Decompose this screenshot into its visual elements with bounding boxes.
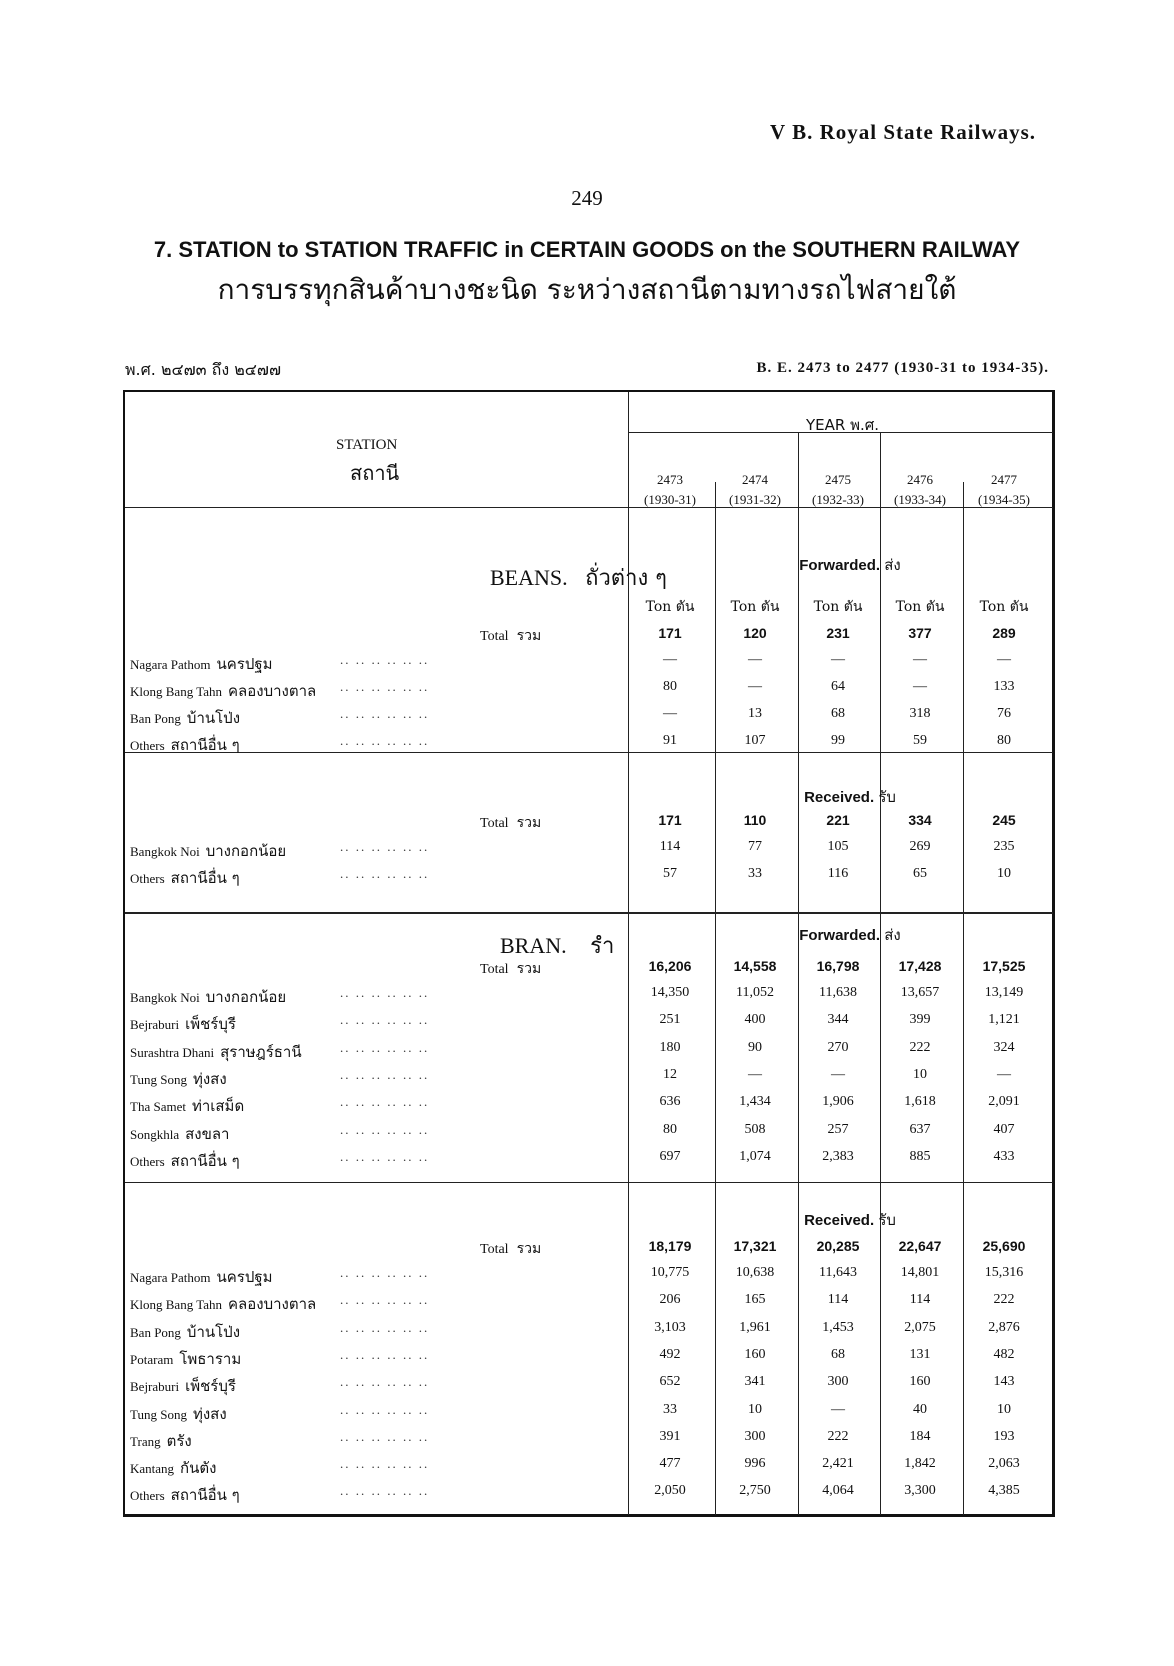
period-english: B. E. 2473 to 2477 (1930-31 to 1934-35).: [756, 360, 1049, 376]
leader-dots: .. .. .. .. .. ..: [340, 1121, 430, 1137]
station-name-thai: กันตัง: [180, 1459, 217, 1478]
table-cell-value: 341: [744, 1374, 766, 1390]
table-cell-value: 257: [827, 1121, 849, 1137]
table-cell-value: 10: [997, 866, 1011, 881]
table-title-thai: การบรรทุกสินค้าบางชะนิด ระหว่างสถานีตามทางรถไฟสายใต้: [217, 273, 957, 306]
station-name-english: Nagara Pathom: [130, 1270, 211, 1285]
station-name-thai: บางกอกน้อย: [205, 988, 287, 1006]
station-name-thai: นครปฐม: [216, 1268, 273, 1286]
year-column-header: [798, 470, 878, 510]
leader-dots: .. .. .. .. .. ..: [340, 1039, 430, 1055]
total-value: 25,690: [982, 1238, 1026, 1254]
table-cell-value: 1,842: [904, 1456, 936, 1472]
table-cell-value: 2,091: [988, 1094, 1020, 1110]
table-cell-value: 235: [993, 839, 1015, 854]
total-value: 171: [658, 812, 682, 828]
unit-label: Ton ตัน: [813, 599, 863, 615]
year-be: 2473: [657, 472, 683, 487]
station-row-label: [130, 679, 316, 703]
table-cell-value: 3,300: [904, 1483, 936, 1499]
total-value: 16,206: [648, 958, 692, 974]
total-value: 231: [826, 625, 850, 641]
leader-dots: .. .. .. .. .. ..: [340, 866, 430, 881]
bran-received-rule: [125, 1182, 1053, 1183]
table-cell-value: 2,050: [654, 1483, 686, 1499]
total-value: 16,798: [816, 958, 860, 974]
total-value: 120: [743, 625, 767, 641]
table-cell-value: 996: [744, 1456, 766, 1472]
leader-dots: .. .. .. .. .. ..: [340, 1265, 430, 1280]
total-label-thai: รวม: [516, 815, 542, 831]
table-cell-value: 885: [909, 1148, 931, 1164]
table-cell-value: —: [748, 1066, 762, 1082]
leader-dots: .. .. .. .. .. ..: [340, 985, 430, 1000]
table-cell-value: 3,103: [654, 1319, 686, 1335]
year-ce: (1932-33): [812, 492, 864, 507]
running-header: V B. Royal State Railways.: [770, 120, 1036, 144]
table-cell-value: 80: [997, 733, 1011, 748]
station-row-label: [130, 1456, 216, 1480]
table-cell-value: 269: [909, 839, 931, 854]
table-cell-value: 1,434: [739, 1094, 771, 1110]
table-cell-value: 508: [744, 1121, 766, 1137]
table-cell-value: 391: [659, 1428, 681, 1444]
station-name-english: Klong Bang Tahn: [130, 1297, 223, 1313]
station-name-thai: สถานีอื่น ๆ: [170, 1151, 240, 1170]
table-cell-value: 68: [831, 706, 845, 721]
period-thai: พ.ศ. ๒๔๗๓ ถึง ๒๔๗๗: [125, 360, 281, 379]
leader-dots: .. .. .. .. .. ..: [340, 1483, 430, 1499]
station-name-thai: คลองบางตาล: [228, 682, 317, 700]
station-row-label: [130, 1265, 273, 1289]
column-divider: [963, 482, 964, 1515]
total-label-english: Total: [480, 629, 509, 644]
station-name-english: Bejraburi: [130, 1017, 180, 1033]
station-name-english: Tha Samet: [130, 1099, 186, 1115]
table-cell-value: 180: [659, 1039, 681, 1055]
station-row-label: [130, 866, 240, 890]
table-cell-value: —: [663, 706, 677, 721]
unit-label: Ton ตัน: [645, 599, 695, 615]
station-name-english: Tung Song: [130, 1071, 187, 1087]
leader-dots: .. .. .. .. .. ..: [340, 733, 430, 748]
table-cell-value: 399: [909, 1012, 931, 1028]
table-cell-value: 2,383: [822, 1148, 854, 1164]
table-cell-value: 77: [748, 839, 762, 854]
table-cell-value: 13: [748, 706, 762, 721]
table-cell-value: 14,801: [900, 1265, 940, 1280]
station-name-english: Ban Pong: [130, 1324, 181, 1340]
table-cell-value: —: [831, 1401, 845, 1417]
leader-dots: .. .. .. .. .. ..: [340, 679, 430, 694]
table-cell-value: 160: [909, 1374, 931, 1390]
table-title-english: 7. STATION to STATION TRAFFIC in CERTAIN GOODS on the SOUTHERN RAILWAY: [153, 237, 1021, 262]
table-cell-value: 492: [659, 1346, 681, 1362]
table-cell-value: 10: [748, 1401, 762, 1417]
table-cell-value: 1,906: [822, 1094, 854, 1110]
total-label-english: Total: [480, 1242, 509, 1257]
total-label-thai: รวม: [516, 628, 542, 644]
table-cell-value: 4,064: [822, 1483, 854, 1499]
table-cell-value: 2,063: [988, 1456, 1020, 1472]
page-number: 249: [571, 186, 603, 210]
station-name-thai: ทุ่งสง: [192, 1069, 227, 1088]
station-row-label: [130, 1483, 240, 1507]
station-row-label: [130, 1347, 241, 1371]
year-ce: (1933-34): [894, 492, 946, 507]
leader-dots: .. .. .. .. .. ..: [340, 1401, 430, 1417]
station-name-thai: เพ็ชร์บุรี: [185, 1015, 236, 1034]
leader-dots: .. .. .. .. .. ..: [340, 839, 430, 854]
station-row-label: [130, 1292, 316, 1316]
table-cell-value: 133: [993, 679, 1015, 694]
table-cell-value: 222: [993, 1292, 1015, 1308]
station-name-thai: สงขลา: [185, 1124, 230, 1143]
station-row-label: [130, 1067, 227, 1091]
station-name-thai: ทุ่งสง: [192, 1404, 227, 1423]
station-row-label: [130, 1374, 236, 1398]
station-name-thai: สถานีอื่น ๆ: [170, 736, 240, 754]
station-header-thai: สถานี: [350, 461, 400, 485]
table-cell-value: 222: [827, 1428, 849, 1444]
station-name-english: Others: [130, 871, 165, 886]
station-name-thai: ตรัง: [166, 1431, 192, 1450]
leader-dots: .. .. .. .. .. ..: [340, 1319, 430, 1335]
table-cell-value: 193: [993, 1428, 1015, 1444]
total-value: 20,285: [816, 1238, 860, 1254]
station-name-english: Tung Song: [130, 1406, 187, 1422]
station-row-label: [130, 1320, 240, 1344]
beans-received-rule: [125, 752, 1053, 753]
table-cell-value: 1,121: [988, 1012, 1020, 1028]
total-value: 110: [743, 812, 767, 828]
station-name-thai: บ้านโป่ง: [186, 1322, 241, 1341]
column-divider: [798, 432, 799, 1515]
table-cell-value: 99: [831, 733, 845, 748]
station-name-thai: เพ็ชร์บุรี: [185, 1377, 236, 1396]
station-name-english: Bejraburi: [130, 1379, 180, 1395]
table-cell-value: 300: [744, 1428, 766, 1444]
leader-dots: .. .. .. .. .. ..: [340, 1094, 430, 1110]
station-name-english: Trang: [130, 1433, 161, 1449]
table-cell-value: 1,618: [904, 1094, 936, 1110]
table-cell-value: —: [913, 679, 927, 694]
table-cell-value: 300: [827, 1374, 849, 1390]
year-header: YEAR พ.ศ.: [806, 416, 880, 434]
table-cell-value: —: [748, 652, 762, 667]
year-ce: (1930-31): [644, 492, 696, 507]
table-cell-value: 637: [909, 1121, 931, 1137]
station-name-english: Others: [130, 738, 165, 753]
table-cell-value: —: [997, 1066, 1011, 1082]
station-row-label: [130, 1094, 244, 1118]
station-row-label: [130, 1149, 240, 1173]
table-cell-value: 114: [659, 839, 681, 854]
table-cell-value: 15,316: [984, 1265, 1024, 1280]
leader-dots: .. .. .. .. .. ..: [340, 1012, 430, 1028]
total-value: 334: [908, 812, 932, 828]
total-value: 221: [826, 812, 850, 828]
bran-title-english: BRAN.: [500, 933, 567, 958]
total-value: 17,525: [982, 958, 1026, 974]
table-cell-value: 11,638: [819, 985, 857, 1000]
leader-dots: .. .. .. .. .. ..: [340, 1428, 430, 1444]
table-cell-value: 13,657: [900, 985, 940, 1000]
leader-dots: .. .. .. .. .. ..: [340, 1456, 430, 1472]
year-ce: (1931-32): [729, 492, 781, 507]
table-cell-value: 482: [993, 1346, 1015, 1362]
bran-received-label: Received. รับ: [804, 1211, 896, 1229]
table-cell-value: 2,421: [822, 1456, 854, 1472]
beans-title-thai: ถั่วต่าง ๆ: [585, 566, 667, 591]
leader-dots: .. .. .. .. .. ..: [340, 1148, 430, 1164]
year-be: 2477: [991, 472, 1017, 487]
station-name-english: Songkhla: [130, 1126, 180, 1142]
station-row-label: [130, 652, 273, 676]
station-name-english: Others: [130, 1488, 165, 1504]
table-cell-value: 80: [663, 679, 677, 694]
beans-received-label: Received. รับ: [804, 788, 896, 806]
table-cell-value: 206: [659, 1292, 681, 1308]
table-cell-value: 114: [909, 1292, 931, 1308]
section-divider: [125, 912, 1053, 914]
leader-dots: .. .. .. .. .. ..: [340, 1346, 430, 1362]
table-cell-value: 1,074: [739, 1148, 771, 1164]
station-row-label: [130, 1122, 229, 1146]
total-label-thai: รวม: [516, 1241, 542, 1257]
total-value: 17,428: [898, 958, 942, 974]
table-cell-value: 33: [663, 1401, 677, 1417]
leader-dots: .. .. .. .. .. ..: [340, 1292, 430, 1308]
total-value: 17,321: [733, 1238, 777, 1254]
station-row-label: [130, 706, 240, 730]
leader-dots: .. .. .. .. .. ..: [340, 652, 430, 667]
year-column-header: [630, 470, 710, 510]
station-name-thai: สถานีอื่น ๆ: [170, 1486, 240, 1505]
table-cell-value: 10,775: [650, 1265, 690, 1280]
station-row-label: [130, 733, 240, 757]
table-cell-value: 76: [997, 706, 1011, 721]
table-cell-value: 131: [909, 1346, 931, 1362]
total-label-english: Total: [480, 816, 509, 831]
station-name-thai: บางกอกน้อย: [205, 842, 287, 860]
table-cell-value: 1,961: [739, 1319, 771, 1335]
table-cell-value: 270: [827, 1039, 849, 1055]
station-name-english: Klong Bang Tahn: [130, 684, 223, 699]
year-column-header: [964, 470, 1044, 510]
station-name-english: Bangkok Noi: [130, 990, 200, 1005]
table-cell-value: 477: [659, 1456, 681, 1472]
station-row-label: [130, 1429, 192, 1453]
year-column-header: [715, 470, 795, 510]
table-cell-value: 697: [659, 1148, 681, 1164]
station-name-english: Others: [130, 1153, 165, 1169]
beans-title-english: BEANS.: [490, 565, 568, 590]
station-name-thai: สุราษฎร์ธานี: [220, 1042, 302, 1061]
table-cell-value: —: [831, 1066, 845, 1082]
total-value: 14,558: [733, 958, 777, 974]
table-cell-value: 652: [659, 1374, 681, 1390]
table-cell-value: —: [997, 652, 1011, 667]
station-name-thai: คลองบางตาล: [228, 1295, 317, 1314]
table-cell-value: 10,638: [735, 1265, 775, 1280]
year-be: 2475: [825, 472, 851, 487]
table-cell-value: 1,453: [822, 1319, 854, 1335]
year-ce: (1934-35): [978, 492, 1030, 507]
bran-forwarded-label: Forwarded. ส่ง: [799, 926, 901, 944]
table-cell-value: 90: [748, 1039, 762, 1055]
total-label-english: Total: [480, 962, 509, 977]
total-row-label: [480, 1238, 541, 1260]
total-value: 245: [992, 812, 1016, 828]
total-label-thai: รวม: [516, 961, 542, 977]
table-cell-value: 64: [831, 679, 845, 694]
table-cell-value: 143: [993, 1374, 1015, 1390]
table-cell-value: 114: [827, 1292, 849, 1308]
table-cell-value: 80: [663, 1121, 677, 1137]
table-cell-value: 91: [663, 733, 677, 748]
table-cell-value: 400: [744, 1012, 766, 1028]
table-cell-value: 10: [913, 1066, 927, 1082]
total-value: 171: [658, 625, 682, 641]
year-be: 2476: [907, 472, 933, 487]
table-cell-value: 40: [913, 1401, 927, 1417]
table-cell-value: 116: [827, 866, 849, 881]
leader-dots: .. .. .. .. .. ..: [340, 1374, 430, 1390]
total-value: 289: [992, 625, 1016, 641]
bran-title-thai: รำ: [590, 934, 615, 959]
year-be: 2474: [742, 472, 768, 487]
station-name-english: Kantang: [130, 1461, 175, 1477]
table-cell-value: 222: [909, 1039, 931, 1055]
table-cell-value: —: [748, 679, 762, 694]
table-cell-value: —: [831, 652, 845, 667]
column-divider: [880, 432, 881, 1515]
table-cell-value: 4,385: [988, 1483, 1020, 1499]
table-cell-value: 407: [993, 1121, 1015, 1137]
table-cell-value: 318: [909, 706, 931, 721]
station-name-thai: โพธาราม: [179, 1349, 242, 1368]
table-cell-value: 344: [827, 1012, 849, 1028]
leader-dots: .. .. .. .. .. ..: [340, 706, 430, 721]
table-cell-value: 636: [659, 1094, 681, 1110]
station-row-label: [130, 985, 286, 1009]
table-cell-value: 105: [827, 839, 849, 854]
station-name-thai: บ้านโป่ง: [186, 709, 241, 727]
station-name-english: Surashtra Dhani: [130, 1044, 215, 1060]
year-column-header: [880, 470, 960, 510]
table-cell-value: 10: [997, 1401, 1011, 1417]
total-row-label: [480, 625, 541, 647]
unit-label: Ton ตัน: [730, 599, 780, 615]
table-cell-value: —: [913, 652, 927, 667]
station-row-label: [130, 1040, 302, 1064]
station-name-english: Nagara Pathom: [130, 657, 211, 672]
table-cell-value: 14,350: [650, 985, 690, 1000]
station-row-label: [130, 1012, 236, 1036]
unit-label: Ton ตัน: [979, 599, 1029, 615]
beans-forwarded-label: Forwarded. ส่ง: [799, 556, 901, 574]
table-cell-value: 165: [744, 1292, 766, 1308]
station-name-thai: ท่าเสม็ด: [191, 1097, 245, 1116]
table-cell-value: 11,052: [736, 985, 774, 1000]
station-name-english: Ban Pong: [130, 711, 181, 726]
leader-dots: .. .. .. .. .. ..: [340, 1066, 430, 1082]
table-cell-value: 2,750: [739, 1483, 771, 1499]
table-cell-value: 107: [744, 733, 766, 748]
table-cell-value: 59: [913, 733, 927, 748]
station-name-english: Potaram: [130, 1351, 174, 1367]
table-cell-value: 160: [744, 1346, 766, 1362]
station-name-thai: นครปฐม: [216, 655, 273, 673]
table-cell-value: 11,643: [819, 1265, 857, 1280]
total-value: 377: [908, 625, 932, 641]
table-cell-value: 2,876: [988, 1319, 1020, 1335]
beans-section-title: [490, 560, 667, 595]
total-row-label: [480, 958, 541, 980]
total-value: 18,179: [648, 1238, 692, 1254]
station-row-label: [130, 839, 286, 863]
station-name-english: Bangkok Noi: [130, 844, 200, 859]
table-cell-value: —: [663, 652, 677, 667]
table-cell-value: 433: [993, 1148, 1015, 1164]
station-header-english: STATION: [336, 437, 398, 453]
total-value: 22,647: [898, 1238, 942, 1254]
table-cell-value: 324: [993, 1039, 1015, 1055]
total-row-label: [480, 812, 541, 834]
table-cell-value: 68: [831, 1346, 845, 1362]
table-cell-value: 12: [663, 1066, 677, 1082]
table-cell-value: 184: [909, 1428, 931, 1444]
table-cell-value: 2,075: [904, 1319, 936, 1335]
table-cell-value: 57: [663, 866, 677, 881]
table-cell-value: 13,149: [984, 985, 1024, 1000]
table-cell-value: 33: [748, 866, 762, 881]
station-row-label: [130, 1402, 227, 1426]
table-cell-value: 251: [659, 1012, 681, 1028]
station-name-thai: สถานีอื่น ๆ: [170, 869, 240, 887]
unit-label: Ton ตัน: [895, 599, 945, 615]
column-divider: [715, 482, 716, 1515]
table-cell-value: 65: [913, 866, 927, 881]
